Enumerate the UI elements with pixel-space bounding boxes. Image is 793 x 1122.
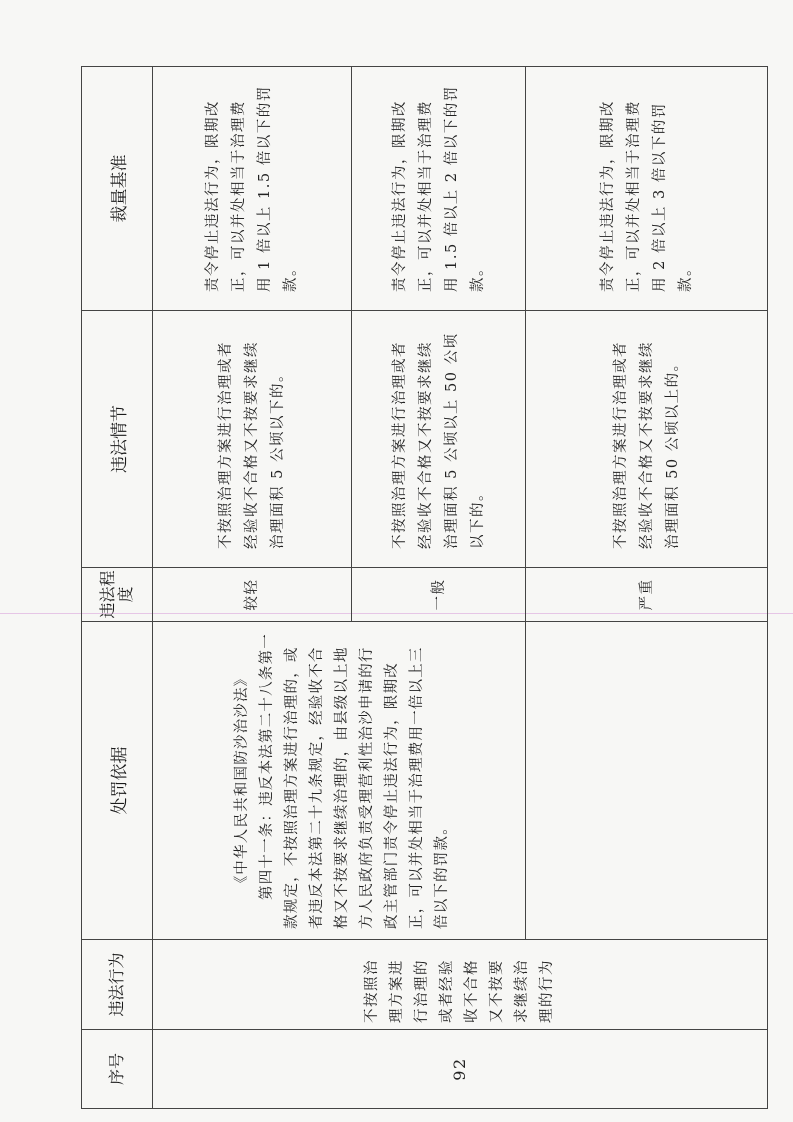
law-title: 《中华人民共和国防沙治沙法》 [233,670,250,891]
circumstances-serious: 不按照治理方案进行治理或者经验收不合格又不按要求继续治理面积 50 公顷以上的。 [526,311,768,568]
standard-serious: 责令停止违法行为，限期改正，可以并处相当于治理费用 2 倍以上 3 倍以下的罚款。 [526,67,768,311]
header-degree: 违法程度 [82,568,153,622]
degree-general: 一般 [352,568,526,622]
degree-minor: 较轻 [153,568,352,622]
header-basis: 处罚依据 [82,622,153,940]
penalty-discretion-table [81,66,768,1109]
law-article-text: 第四十一条：违反本法第二十八条第一款规定，不按照治理方案进行治理的，或者违反本法第二十九条规定，经验收不合格又不按要求继续治理的，由县级以上地方人民政府负责受理营利性治沙申请的行政主管部门责令停止违法行为，限期改正，可以并处相当于治理费用一倍以上三倍以下的罚款。 [258,633,450,929]
table-row [153,67,352,1109]
circumstances-general: 不按照治理方案进行治理或者经验收不合格又不按要求继续治理面积 5 公顷以上 50 公顷以下的。 [352,311,526,568]
header-standard: 裁量基准 [82,67,153,311]
standard-minor: 责令停止违法行为，限期改正，可以并处相当于治理费用 1 倍以上 1.5 倍以下的罚款。 [153,67,352,311]
violation-act: 不按照治理方案进行治理的或者经验收不合格又不按要求继续治理的行为 [153,940,768,1030]
circumstances-minor: 不按照治理方案进行治理或者经验收不合格又不按要求继续治理面积 5 公顷以下的。 [153,311,352,568]
header-circumstances: 违法情节 [82,311,153,568]
standard-general: 责令停止违法行为，限期改正，可以并处相当于治理费用 1.5 倍以上 2 倍以下的罚款。 [352,67,526,311]
header-row [82,67,153,1109]
degree-serious: 严重 [526,568,768,622]
header-number: 序号 [82,1030,153,1109]
penalty-table-rotated [81,67,767,1109]
penalty-basis-continued [526,622,768,940]
row-number: 92 [153,1030,768,1109]
penalty-basis [153,622,526,940]
header-act: 违法行为 [82,940,153,1030]
